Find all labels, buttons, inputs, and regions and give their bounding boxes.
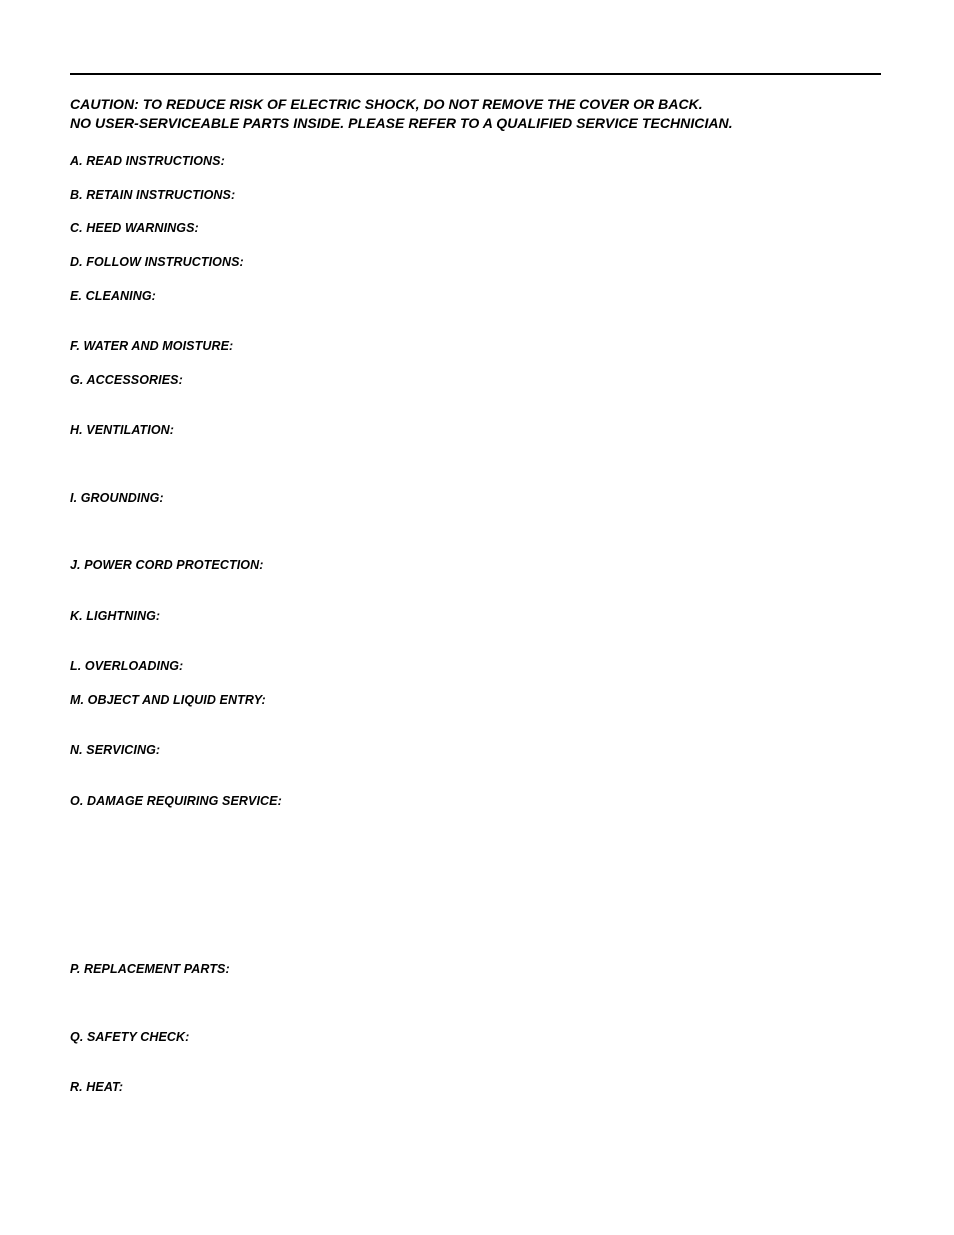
- section-heading-overloading: L. OVERLOADING:: [70, 659, 184, 673]
- section-heading-safety-check: Q. SAFETY CHECK:: [70, 1030, 190, 1044]
- section-heading-power-cord-protection: J. POWER CORD PROTECTION:: [70, 558, 264, 572]
- section-heading-grounding: I. GROUNDING:: [70, 491, 164, 505]
- section-heading-ventilation: H. VENTILATION:: [70, 423, 175, 437]
- section-heading-heed-warnings: C. HEED WARNINGS:: [70, 221, 199, 235]
- section-heading-retain-instructions: B. RETAIN INSTRUCTIONS:: [70, 188, 236, 202]
- section-heading-cleaning: E. CLEANING:: [70, 289, 156, 303]
- section-heading-object-and-liquid-entry: M. OBJECT AND LIQUID ENTRY:: [70, 693, 266, 707]
- caution-line-2: NO USER-SERVICEABLE PARTS INSIDE. PLEASE REFER TO A QUALIFIED SERVICE TECHNICIAN.: [70, 115, 733, 131]
- section-heading-follow-instructions: D. FOLLOW INSTRUCTIONS:: [70, 255, 244, 269]
- caution-line-1: CAUTION: TO REDUCE RISK OF ELECTRIC SHOCK, DO NOT REMOVE THE COVER OR BACK.: [70, 96, 703, 112]
- section-heading-water-and-moisture: F. WATER AND MOISTURE:: [70, 339, 234, 353]
- top-rule: [70, 73, 881, 75]
- section-heading-read-instructions: A. READ INSTRUCTIONS:: [70, 154, 225, 168]
- section-heading-accessories: G. ACCESSORIES:: [70, 373, 183, 387]
- section-heading-damage-requiring-service: O. DAMAGE REQUIRING SERVICE:: [70, 794, 282, 808]
- section-heading-heat: R. HEAT:: [70, 1080, 124, 1094]
- section-heading-lightning: K. LIGHTNING:: [70, 609, 161, 623]
- section-heading-servicing: N. SERVICING:: [70, 743, 161, 757]
- caution-notice: [70, 95, 890, 133]
- section-heading-replacement-parts: P. REPLACEMENT PARTS:: [70, 962, 230, 976]
